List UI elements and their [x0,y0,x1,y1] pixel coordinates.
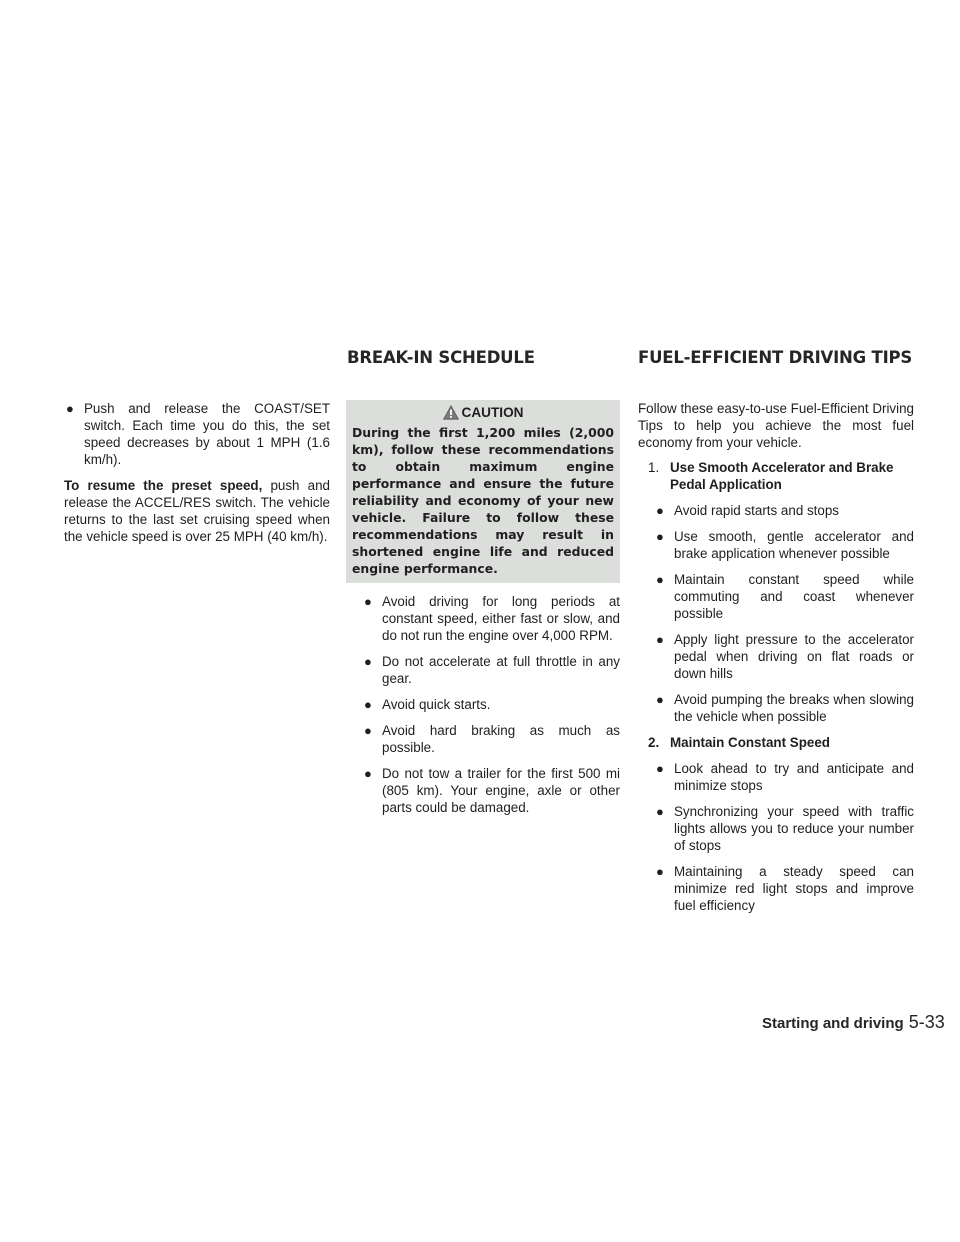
list-item: ● Apply light pressure to the accelerator pedal when driving on flat roads or down hills [656,632,914,681]
fuel-section [638,734,914,914]
page-footer [762,1014,945,1032]
list-item: ● Avoid driving for long periods at constant speed, either fast or slow, and do not run the engine over 4,000 RPM. [364,594,620,643]
caution-title: CAUTION [352,404,614,421]
bullet-icon: ● [364,654,372,669]
list-item: ● Maintaining a steady speed can minimize red light stops and improve fuel efficiency [656,864,914,913]
list-item: ● Do not accelerate at full throttle in any gear. [364,654,620,686]
warning-icon [443,405,459,420]
list-item: ● Maintain constant speed while commuting and coast whenever possible [656,572,914,621]
heading-fuel-efficient-driving-tips: FUEL-EFFICIENT DRIVING TIPS [638,348,913,367]
list-item: ● Avoid pumping the breaks when slowing the vehicle when possible [656,692,914,724]
fuel-tip-list [638,760,914,914]
list-item: ● Avoid quick starts. [364,697,491,712]
bullet-icon: ● [656,864,664,879]
column-cruise-control [64,400,330,553]
bullet-icon: ● [656,692,664,707]
bullet-icon: ● [656,804,664,819]
list-item: ● Do not tow a trailer for the first 500 mi (805 km). Your engine, axle or other parts could be damaged. [364,766,620,815]
list-item: ● Avoid rapid starts and stops [656,503,839,518]
fuel-sections [638,459,914,914]
bullet-icon: ● [66,401,74,416]
bullet-icon: ● [656,761,664,776]
resume-paragraph: To resume the preset speed, push and release the ACCEL/RES switch. The vehicle returns to the last set cruising speed when the vehicle speed is over 25 MPH (40 km/h). [64,478,330,544]
fuel-section [638,459,914,725]
list-item-coast-set: ● Push and release the COAST/SET switch. Each time you do this, the set speed decreases by about 1 MPH (1.6 km/h). [66,401,330,467]
bullet-icon: ● [656,632,664,647]
bullet-icon: ● [656,503,664,518]
list-item: ● Avoid hard braking as much as possible. [364,723,620,755]
fuel-intro: Follow these easy-to-use Fuel-Efficient Driving Tips to help you achieve the most fuel economy from your vehicle. [638,401,914,450]
page-number: 5-33 [908,1012,945,1032]
heading-break-in-schedule: BREAK-IN SCHEDULE [347,348,535,367]
fuel-section-title: 2. Maintain Constant Speed [648,735,830,750]
fuel-section-title: 1. Use Smooth Accelerator and Brake Pedal Application [648,460,894,492]
list-item: ● Use smooth, gentle accelerator and brake application whenever possible [656,529,914,561]
break-in-list [346,593,620,816]
bullet-icon: ● [364,697,372,712]
column-fuel-tips [638,400,914,923]
column-break-in [346,400,620,825]
bullet-icon: ● [364,723,372,738]
bullet-icon: ● [364,594,372,609]
caution-box [346,400,620,583]
bullet-icon: ● [364,766,372,781]
fuel-tip-list [638,502,914,725]
bullet-icon: ● [656,529,664,544]
caution-text: During the first 1,200 miles (2,000 km), follow these recommendations to obtain maximum engine performance and ensure the future reliability and economy of your new vehicle. Failure to follow these recommendations may result in shortened engine life and reduced engine performance. [352,425,614,576]
list-item: ● Synchronizing your speed with traffic lights allows you to reduce your number of stops [656,804,914,853]
list-item: ● Look ahead to try and anticipate and minimize stops [656,761,914,793]
bullet-icon: ● [656,572,664,587]
footer-section-title: Starting and driving [762,1015,904,1032]
